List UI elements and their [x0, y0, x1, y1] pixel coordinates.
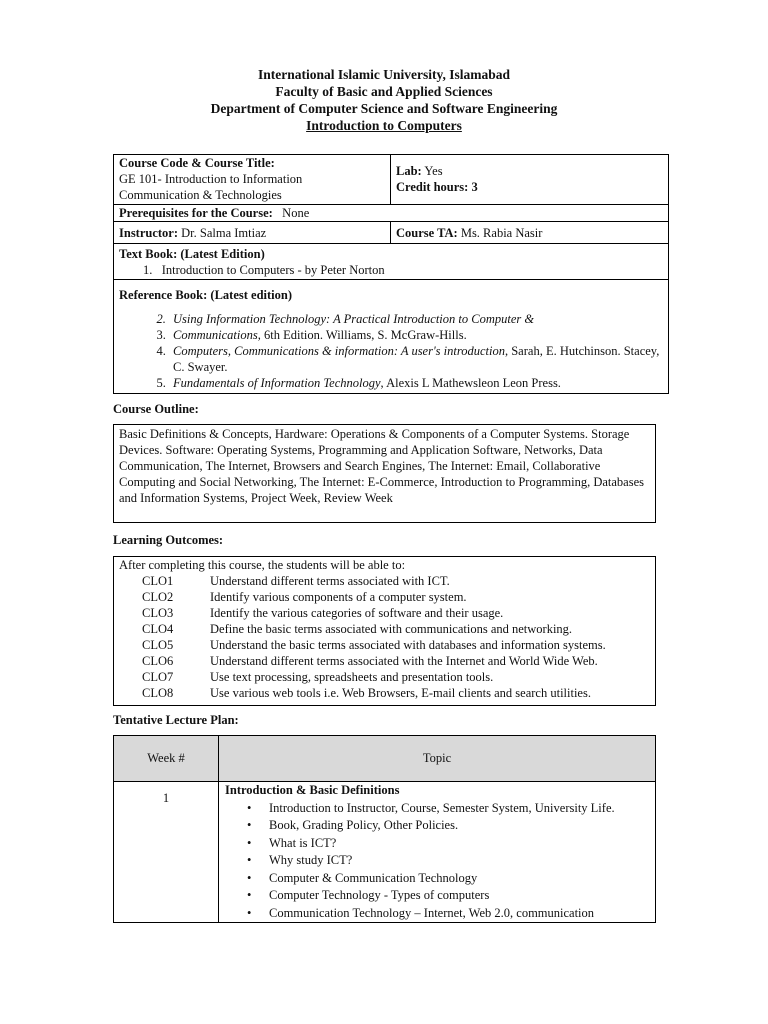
prerequisites-label: Prerequisites for the Course: — [119, 206, 273, 220]
clo-row: CLO3 Identify the various categories of software and their usage. — [142, 606, 504, 620]
instructor-value: Dr. Salma Imtiaz — [181, 225, 267, 240]
clo-row: CLO2 Identify various components of a computer system. — [142, 590, 467, 604]
textbook-cell — [114, 244, 669, 280]
ta-cell — [391, 222, 669, 244]
prerequisites-cell — [114, 205, 669, 222]
instructor-cell — [114, 222, 391, 244]
topic-item: • Communication Technology – Internet, Web 2.0, communication — [269, 905, 649, 923]
textbook-item-text: Introduction to Computers - by Peter Norton — [161, 263, 385, 277]
credit-hours: Credit hours: 3 — [396, 180, 478, 194]
course-outline-box — [113, 424, 656, 523]
outcomes-intro: After completing this course, the students will be able to: — [119, 558, 406, 572]
topic-title: Introduction & Basic Definitions — [225, 783, 400, 797]
clo-row: CLO8 Use various web tools i.e. Web Browsers, E-mail clients and search utilities. — [142, 686, 591, 700]
reference-cell — [114, 280, 669, 394]
ta-label: Course TA: — [396, 225, 458, 240]
textbook-item: 1. Introduction to Computers - by Peter Norton — [143, 263, 385, 277]
instructor-label: Instructor: — [119, 225, 179, 240]
week-column-header: Week # — [114, 736, 219, 782]
week-number: 1 — [114, 782, 219, 923]
lecture-plan-label: Tentative Lecture Plan: — [113, 713, 239, 727]
clo-row: CLO1 Understand different terms associated with ICT. — [142, 574, 450, 588]
course-code-cell — [114, 155, 391, 205]
reference-item: 4. Computers, Communications & information: A user's introduction, Sarah, E. Hutchinson. Stacey, C. Swayer. — [169, 343, 663, 375]
topic-item: • Why study ICT? — [269, 852, 649, 870]
course-code-label: Course Code & Course Title: — [119, 156, 275, 170]
topic-column-header: Topic — [219, 736, 656, 782]
course-name: Introduction to Computers — [306, 118, 462, 133]
course-outline-label: Course Outline: — [113, 402, 199, 416]
learning-outcomes-label: Learning Outcomes: — [113, 533, 224, 547]
faculty-name: Faculty of Basic and Applied Sciences — [275, 84, 493, 99]
learning-outcomes-box — [113, 556, 656, 706]
topic-item: • Introduction to Instructor, Course, Semester System, University Life. — [269, 800, 649, 818]
department-name: Department of Computer Science and Software Engineering — [210, 101, 558, 116]
topic-list — [225, 800, 649, 923]
clo-row: CLO4 Define the basic terms associated with communications and networking. — [142, 622, 573, 636]
lab-label: Lab: — [396, 164, 422, 178]
lab-credit-cell — [391, 155, 669, 205]
textbook-label: Text Book: (Latest Edition) — [119, 247, 265, 261]
lab-value: Yes — [424, 164, 443, 178]
clo-row: CLO6 Understand different terms associated with the Internet and World Wide Web. — [142, 654, 598, 668]
topic-item: • Computer & Communication Technology — [269, 870, 649, 888]
clo-row: CLO7 Use text processing, spreadsheets and presentation tools. — [142, 670, 494, 684]
course-info-table — [113, 154, 669, 394]
topic-cell — [219, 782, 656, 923]
university-name: International Islamic University, Islamabad — [257, 67, 511, 82]
reference-item: 5. Fundamentals of Information Technology, Alexis L Mathewsleon Leon Press. — [169, 375, 663, 391]
reference-list — [119, 311, 663, 391]
prerequisites-value: None — [282, 206, 310, 220]
reference-label: Reference Book: (Latest edition) — [119, 288, 292, 302]
clo-row: CLO5 Understand the basic terms associated with databases and information systems. — [142, 638, 606, 652]
course-outline-text: Basic Definitions & Concepts, Hardware: Operations & Components of a Computer Systems. Storage Devices. Software: Operating Systems, Programming and Application Software, Networks, Data Communication, The Internet, Browsers and Search Engines, The Internet: Email, Collaborative Computing and Social Networking, The Internet: E-Commerce, Introduction to Programming, Databases and Information Systems, Project Week, Review Week — [119, 427, 644, 505]
lecture-plan-table — [113, 735, 656, 923]
course-code-value: GE 101- Introduction to Information Communication & Technologies — [119, 172, 303, 202]
topic-item: • Computer Technology - Types of computers — [269, 887, 649, 905]
topic-item: • Book, Grading Policy, Other Policies. — [269, 817, 649, 835]
ta-value: Ms. Rabia Nasir — [460, 225, 543, 240]
reference-item: 3. Communications, 6th Edition. Williams, S. McGraw-Hills. — [169, 327, 663, 343]
document-header — [0, 66, 768, 134]
topic-item: • What is ICT? — [269, 835, 649, 853]
reference-item: 2. Using Information Technology: A Practical Introduction to Computer & — [169, 311, 663, 327]
